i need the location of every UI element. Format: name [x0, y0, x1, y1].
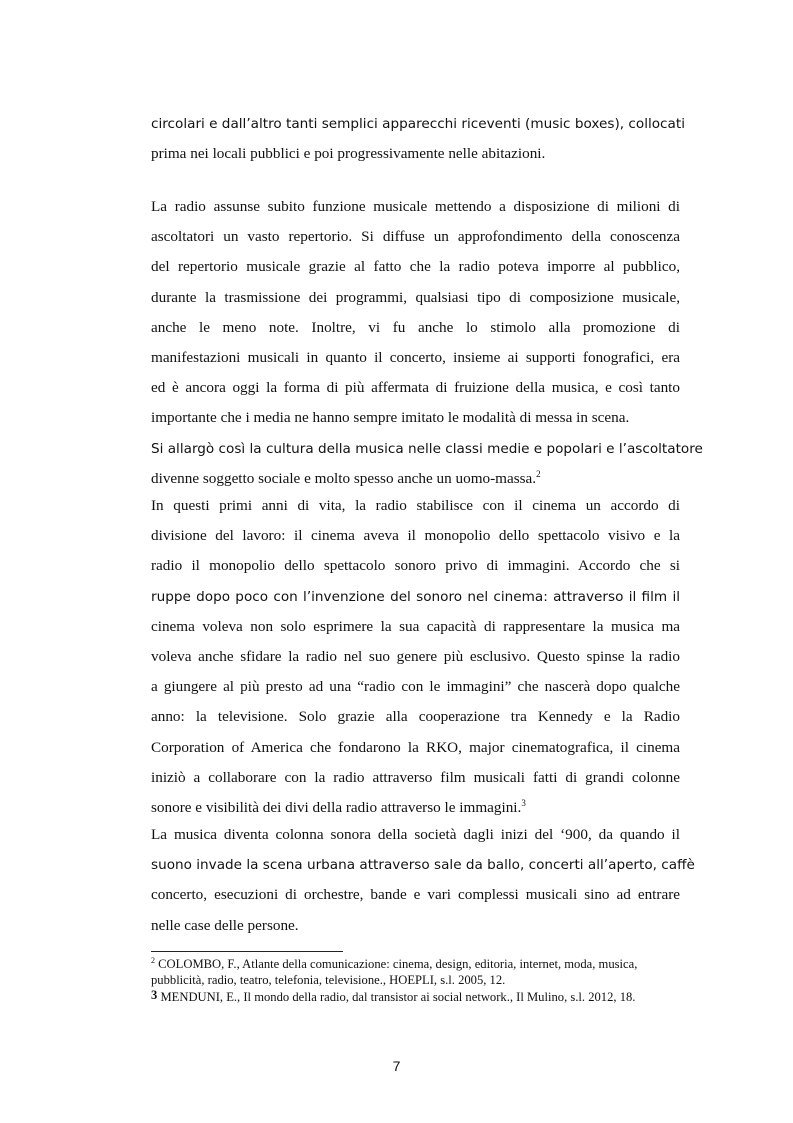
text-line: ruppe dopo poco con l’invenzione del sonoro nel cinema: attraverso il film il [151, 588, 680, 605]
text-line: del repertorio musicale grazie al fatto che la radio poteva imporre al pubblico, [151, 258, 680, 276]
text-line: anche le meno note. Inoltre, vi fu anche lo stimolo alla promozione di [151, 318, 680, 336]
text-line: radio il monopolio dello spettacolo sonoro privo di immagini. Accordo che si [151, 557, 680, 575]
text-line: manifestazioni musicali in quanto il concerto, insieme ai supporti fonografici, era [151, 348, 680, 366]
text-line: suono invade la scena urbana attraverso sale da ballo, concerti all’aperto, caffè [151, 857, 695, 874]
footnote-ref-3[interactable]: 3 [521, 797, 526, 808]
text-line: durante la trasmissione dei programmi, qualsiasi tipo di composizione musicale, [151, 288, 680, 306]
text-line: a giungere al più presto ad una “radio con le immagini” che nascerà dopo qualche [151, 678, 680, 696]
footnote-text: COLOMBO, F., Atlante della comunicazione: cinema, design, editoria, internet, moda, musica, [158, 957, 638, 971]
footnote-number: 2 [151, 956, 155, 965]
footnotes [151, 957, 680, 1006]
text-line-content: sonore e visibilità dei divi della radio attraverso le immagini. [151, 798, 522, 816]
text-line: nelle case delle persone. [151, 916, 299, 934]
text-line: In questi primi anni di vita, la radio stabilisce con il cinema un accordo di [151, 497, 680, 514]
text-line: prima nei locali pubblici e poi progressivamente nelle abitazioni. [151, 145, 546, 163]
text-line-with-footnote [151, 464, 680, 494]
paragraph-1 [151, 109, 685, 169]
text-line: circolari e dall’altro tanti semplici apparecchi riceventi (music boxes), collocati [151, 116, 685, 132]
text-line-content: divenne soggetto sociale e molto spesso anche un uomo-massa. [151, 469, 537, 487]
paragraph-2 [151, 192, 703, 494]
text-line: Corporation of America che fondarono la RKO, major cinematografica, il cinema [151, 738, 680, 756]
footnote-2-continued: pubblicità, radio, teatro, telefonia, televisione., HOEPLI, s.l. 2005, 12. [151, 972, 506, 987]
footnote-ref-2[interactable]: 2 [536, 468, 541, 479]
text-line: ed è ancora oggi la forma di più affermata di fruizione della musica, e così tanto [151, 379, 680, 397]
text-line: La radio assunse subito funzione musicale mettendo a disposizione di milioni di [151, 198, 680, 215]
paragraph-4 [151, 820, 695, 941]
page-number: 7 [392, 1058, 401, 1074]
text-line: cinema voleva non solo esprimere la sua capacità di rappresentare la musica ma [151, 617, 680, 635]
text-line: La musica diventa colonna sonora della società dagli inizi del ‘900, da quando il [151, 826, 680, 843]
text-line: ascoltatori un vasto repertorio. Si diffuse un approfondimento della conoscenza [151, 228, 680, 246]
footnote-3 [151, 988, 680, 1006]
paragraph-3 [151, 491, 680, 823]
text-line: Si allargò così la cultura della musica nelle classi medie e popolari e l’ascoltatore [151, 440, 703, 457]
text-line: concerto, esecuzioni di orchestre, bande e vari complessi musicali sino ad entrare [151, 886, 680, 904]
text-line: anno: la televisione. Solo grazie alla cooperazione tra Kennedy e la Radio [151, 708, 680, 726]
text-line: iniziò a collaborare con la radio attraverso film musicali fatti di grandi colonne [151, 768, 680, 786]
text-line-with-footnote [151, 793, 680, 823]
footnote-text: MENDUNI, E., Il mondo della radio, dal transistor ai social network., Il Mulino, s.l. 2012, 18. [160, 990, 636, 1004]
footnote-number: 3 [151, 988, 158, 1002]
text-line: importante che i media ne hanno sempre imitato le modalità di messa in scena. [151, 409, 630, 427]
footnote-2 [151, 957, 680, 973]
text-line: divisione del lavoro: il cinema aveva il monopolio dello spettacolo visivo e la [151, 527, 680, 545]
text-line: voleva anche sfidare la radio nel suo genere più esclusivo. Questo spinse la radio [151, 647, 680, 665]
footnote-divider [151, 951, 343, 952]
